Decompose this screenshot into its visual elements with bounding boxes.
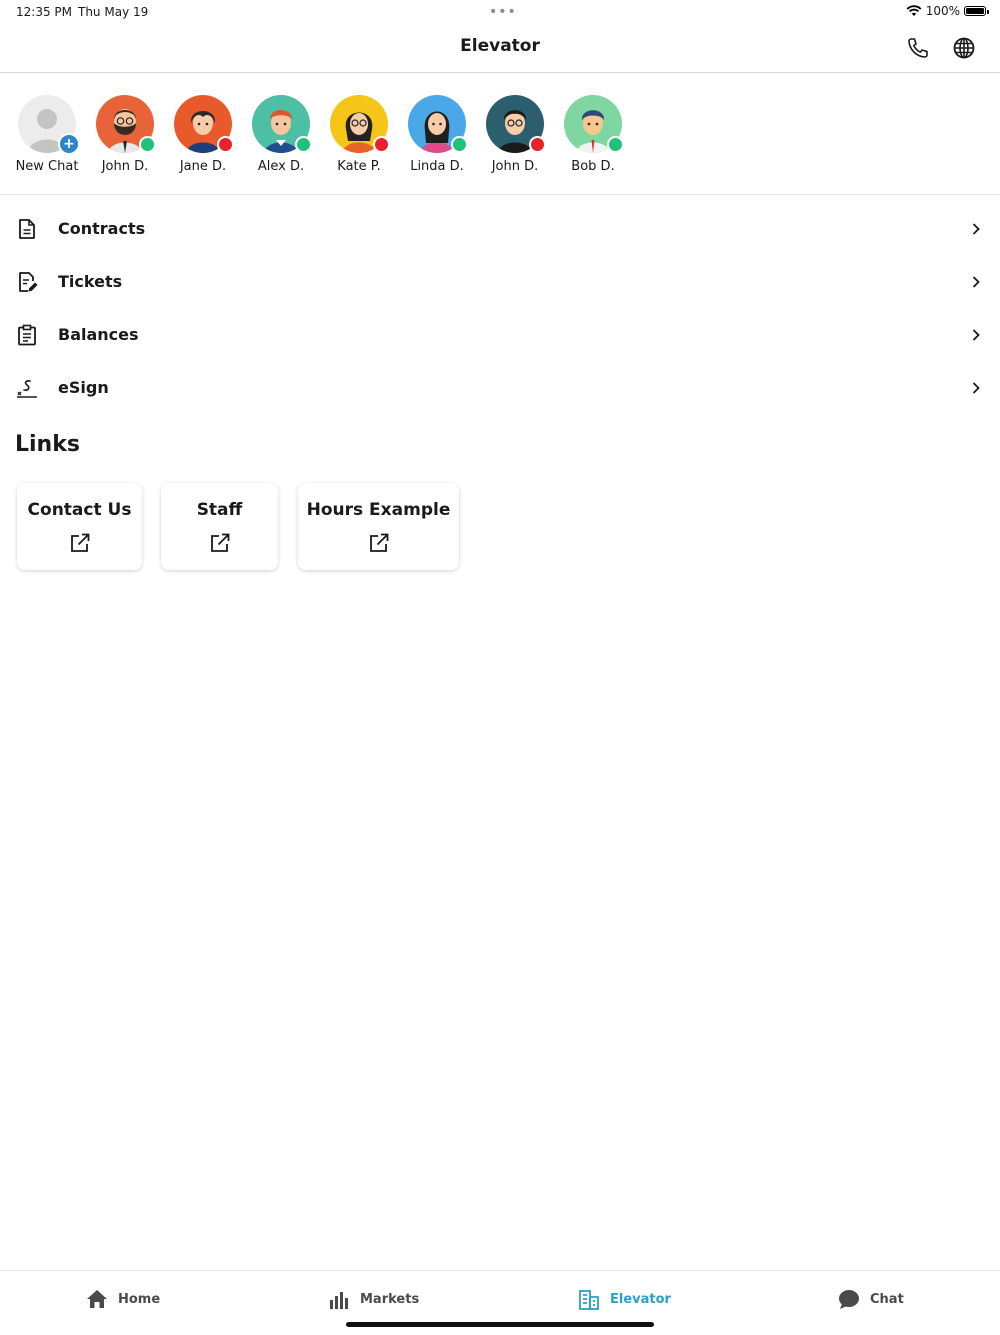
contact-bob-d[interactable]	[553, 95, 633, 174]
presence-indicator	[217, 136, 234, 153]
contact-name: Jane D.	[179, 159, 227, 174]
contact-name: New Chat	[15, 159, 79, 174]
menu-item-label: Balances	[58, 325, 139, 344]
external-link-icon	[209, 532, 231, 554]
tab-label: Markets	[360, 1291, 420, 1307]
contact-name: Bob D.	[571, 159, 615, 174]
link-card-label: Contact Us	[27, 500, 132, 520]
multitasking-dots-icon[interactable]: •••	[489, 4, 517, 20]
contact-name: Kate P.	[337, 159, 381, 174]
menu-item-contracts[interactable]	[0, 204, 1000, 256]
presence-indicator	[529, 136, 546, 153]
chat-contacts-row	[0, 73, 1000, 195]
clipboard-icon	[16, 324, 38, 346]
presence-indicator	[451, 136, 468, 153]
bar-chart-icon	[328, 1288, 350, 1310]
status-time: 12:35 PM	[16, 5, 72, 19]
chat-bubble-icon	[838, 1288, 860, 1310]
chevron-right-icon	[968, 274, 984, 290]
menu-item-esign[interactable]	[0, 363, 1000, 415]
contact-kate-p[interactable]	[319, 95, 399, 174]
tab-elevator[interactable]	[578, 1287, 671, 1311]
contact-name: John D.	[101, 159, 149, 174]
chevron-right-icon	[968, 380, 984, 396]
avatar	[486, 95, 544, 153]
link-card-label: Hours Example	[306, 500, 451, 520]
ticket-edit-icon	[16, 271, 38, 293]
contact-name: Linda D.	[410, 159, 464, 174]
nav-header	[0, 24, 1000, 73]
contact-jane-d[interactable]	[163, 95, 243, 174]
battery-icon	[964, 6, 986, 16]
document-icon	[16, 218, 38, 240]
menu-item-balances[interactable]	[0, 310, 1000, 362]
tab-chat[interactable]	[838, 1287, 904, 1311]
link-card-hours-example[interactable]	[298, 483, 459, 570]
avatar	[564, 95, 622, 153]
status-indicators	[906, 4, 986, 18]
wifi-icon	[906, 5, 922, 17]
chevron-right-icon	[968, 327, 984, 343]
avatar	[408, 95, 466, 153]
new-chat-button[interactable]	[7, 95, 87, 174]
contact-alex-d[interactable]	[241, 95, 321, 174]
tab-label: Home	[118, 1291, 161, 1307]
avatar	[174, 95, 232, 153]
presence-indicator	[607, 136, 624, 153]
contact-name: Alex D.	[257, 159, 305, 174]
menu-item-label: eSign	[58, 378, 109, 397]
contact-name: John D.	[491, 159, 539, 174]
page-title: Elevator	[460, 36, 540, 56]
tab-home[interactable]	[86, 1287, 160, 1311]
menu-item-label: Contracts	[58, 219, 146, 238]
link-card-staff[interactable]	[161, 483, 278, 570]
signature-icon	[16, 377, 38, 399]
links-section-title: Links	[15, 432, 80, 457]
building-icon	[578, 1288, 600, 1310]
tab-markets[interactable]	[328, 1287, 419, 1311]
home-indicator[interactable]	[346, 1322, 654, 1327]
avatar	[330, 95, 388, 153]
external-link-icon	[368, 532, 390, 554]
phone-icon[interactable]	[906, 36, 930, 60]
menu-item-tickets[interactable]	[0, 257, 1000, 309]
avatar	[96, 95, 154, 153]
link-card-contact-us[interactable]	[17, 483, 142, 570]
presence-indicator	[139, 136, 156, 153]
home-icon	[86, 1288, 108, 1310]
menu-item-label: Tickets	[58, 272, 123, 291]
battery-percent: 100%	[925, 4, 960, 18]
chevron-right-icon	[968, 221, 984, 237]
avatar	[252, 95, 310, 153]
contact-linda-d[interactable]	[397, 95, 477, 174]
external-link-icon	[69, 532, 91, 554]
tab-label: Elevator	[610, 1291, 671, 1307]
tab-label: Chat	[870, 1291, 904, 1307]
contact-john-d-2[interactable]	[475, 95, 555, 174]
presence-indicator	[295, 136, 312, 153]
status-bar	[0, 0, 1000, 24]
avatar	[18, 95, 76, 153]
globe-icon[interactable]	[952, 36, 976, 60]
link-card-label: Staff	[196, 500, 243, 520]
contact-john-d[interactable]	[85, 95, 165, 174]
status-date: Thu May 19	[78, 5, 149, 19]
presence-indicator	[373, 136, 390, 153]
plus-icon: +	[58, 133, 80, 155]
